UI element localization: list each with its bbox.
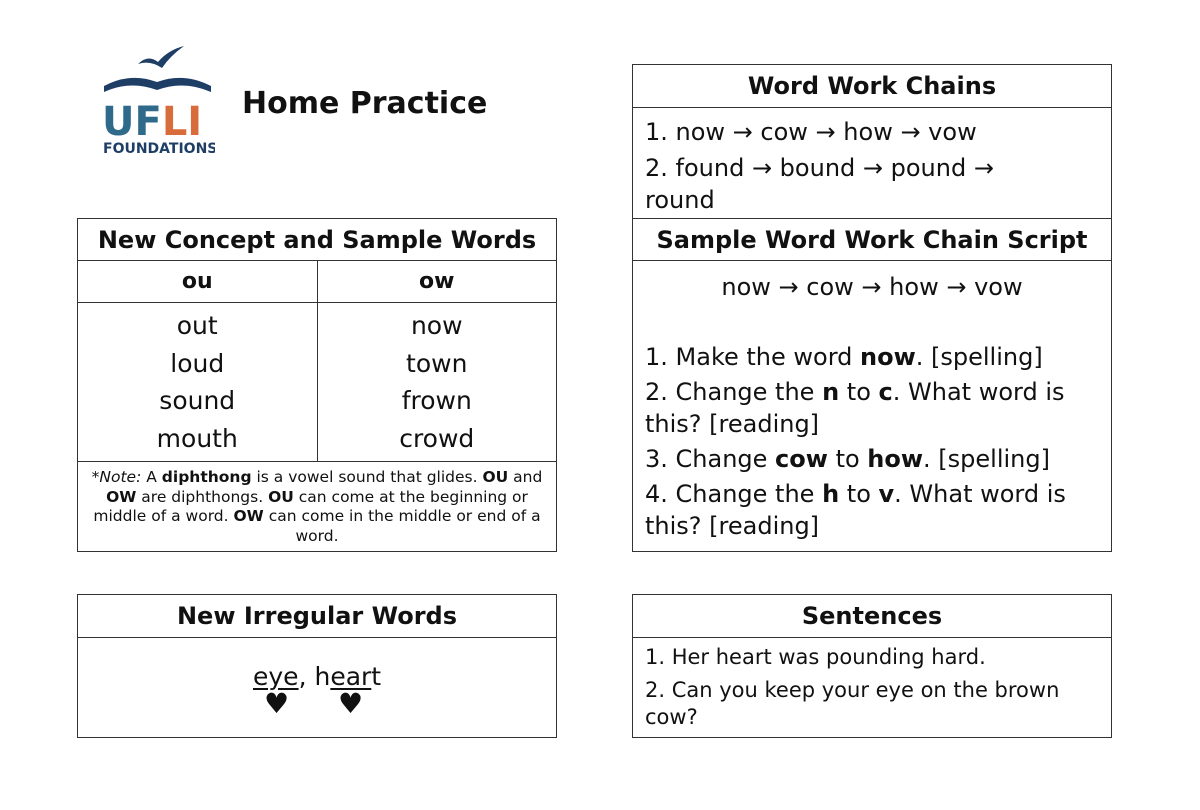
- chain-script-content: [633, 261, 1111, 542]
- step-text: 4. Change the: [645, 480, 823, 508]
- note-bold: OU: [268, 487, 294, 506]
- sentences-list: [633, 638, 1111, 731]
- step-text: to: [839, 378, 879, 406]
- step-text: . What word is: [892, 378, 1065, 406]
- script-step: [645, 376, 1099, 408]
- ow-word-list: [318, 303, 557, 461]
- chain-line-continued: round: [645, 186, 715, 214]
- step-bold: cow: [775, 445, 828, 473]
- script-step: [645, 478, 1099, 510]
- script-step: [645, 341, 1099, 373]
- note-bold: OU: [482, 468, 509, 486]
- sentences-heading: Sentences: [633, 595, 1111, 638]
- sentence-item-continued: cow?: [645, 705, 698, 729]
- word-item: sound: [159, 386, 236, 415]
- new-concept-heading: New Concept and Sample Words: [78, 219, 556, 261]
- logo-text-u: [102, 99, 202, 145]
- logo-bottom-text: FOUNDATIONS: [103, 141, 215, 157]
- note-text: can come at the beginning or middle of a word.: [93, 487, 528, 525]
- irregular-word-heart-part: ear: [330, 662, 372, 691]
- chain-script-box: [632, 218, 1112, 552]
- step-bold: v: [878, 480, 895, 508]
- step-text: to: [827, 445, 868, 473]
- chain-script-heading: Sample Word Work Chain Script: [633, 219, 1111, 261]
- note-text: can come in the middle or end of a word.: [263, 507, 541, 545]
- step-text: . What word is: [894, 480, 1066, 508]
- sentences-box: [632, 594, 1112, 738]
- column-headers: [78, 261, 556, 303]
- heart-icon: ♥: [338, 687, 364, 720]
- irregular-separator: , h: [298, 662, 331, 691]
- script-chain: now → cow → how → vow: [721, 273, 1023, 301]
- chain-line: 1. now → cow → how → vow: [645, 118, 977, 146]
- word-work-chains-heading: Word Work Chains: [633, 65, 1111, 108]
- irregular-word-eye: eye: [253, 662, 299, 691]
- note-text: A: [141, 468, 162, 486]
- note-bold: diphthong: [161, 468, 252, 486]
- sentence-item: 2. Can you keep your eye on the brown: [645, 678, 1060, 702]
- step-bold: n: [822, 378, 840, 406]
- new-concept-box: [77, 218, 557, 552]
- note-text: are diphthongs.: [136, 487, 269, 506]
- note-bold: OW: [233, 507, 264, 525]
- sample-words: [78, 303, 556, 462]
- column-header-ou: ou: [78, 261, 318, 302]
- step-text: . [spelling]: [923, 445, 1050, 473]
- word-item: now: [410, 311, 463, 340]
- script-step-continued: this? [reading]: [645, 512, 820, 540]
- irregular-words-heading: New Irregular Words: [78, 595, 556, 638]
- step-bold: how: [867, 445, 924, 473]
- word-item: town: [406, 348, 468, 378]
- word-item: mouth: [156, 423, 238, 453]
- diphthong-note: [78, 462, 556, 552]
- step-bold: h: [822, 480, 840, 508]
- word-item: crowd: [399, 423, 475, 453]
- irregular-words-content: [78, 638, 556, 737]
- step-bold: now: [860, 343, 916, 371]
- script-step-continued: this? [reading]: [645, 410, 820, 438]
- step-text: 3. Change: [645, 445, 776, 473]
- heart-icon: ♥: [264, 687, 290, 720]
- chain-line: 2. found → bound → pound →: [645, 154, 994, 182]
- word-item: frown: [401, 386, 472, 415]
- note-bold: OW: [106, 487, 137, 506]
- sentence-item: 1. Her heart was pounding hard.: [645, 645, 986, 669]
- irregular-word-heart-end: t: [371, 662, 382, 691]
- note-text: and: [508, 468, 543, 486]
- step-text: 1. Make the word: [645, 343, 861, 371]
- word-item: out: [176, 311, 218, 340]
- step-text: 2. Change the: [645, 378, 823, 406]
- column-header-ow: ow: [419, 269, 455, 294]
- page-title: Home Practice: [242, 86, 488, 121]
- note-text: is a vowel sound that glides.: [251, 468, 483, 486]
- step-text: to: [839, 480, 879, 508]
- script-step: [645, 443, 1099, 475]
- logo-letters-blue: UF: [102, 99, 162, 145]
- word-work-chains-list: [633, 108, 1111, 216]
- note-label: *Note:: [91, 468, 142, 486]
- word-item: loud: [170, 348, 225, 378]
- ou-word-list: [78, 303, 318, 461]
- irregular-words-box: [77, 594, 557, 738]
- word-work-chains-box: [632, 64, 1112, 219]
- ufli-logo: [100, 42, 215, 160]
- step-text: . [spelling]: [915, 343, 1043, 371]
- logo-letters-orange: LI: [161, 99, 203, 145]
- step-bold: c: [878, 378, 893, 406]
